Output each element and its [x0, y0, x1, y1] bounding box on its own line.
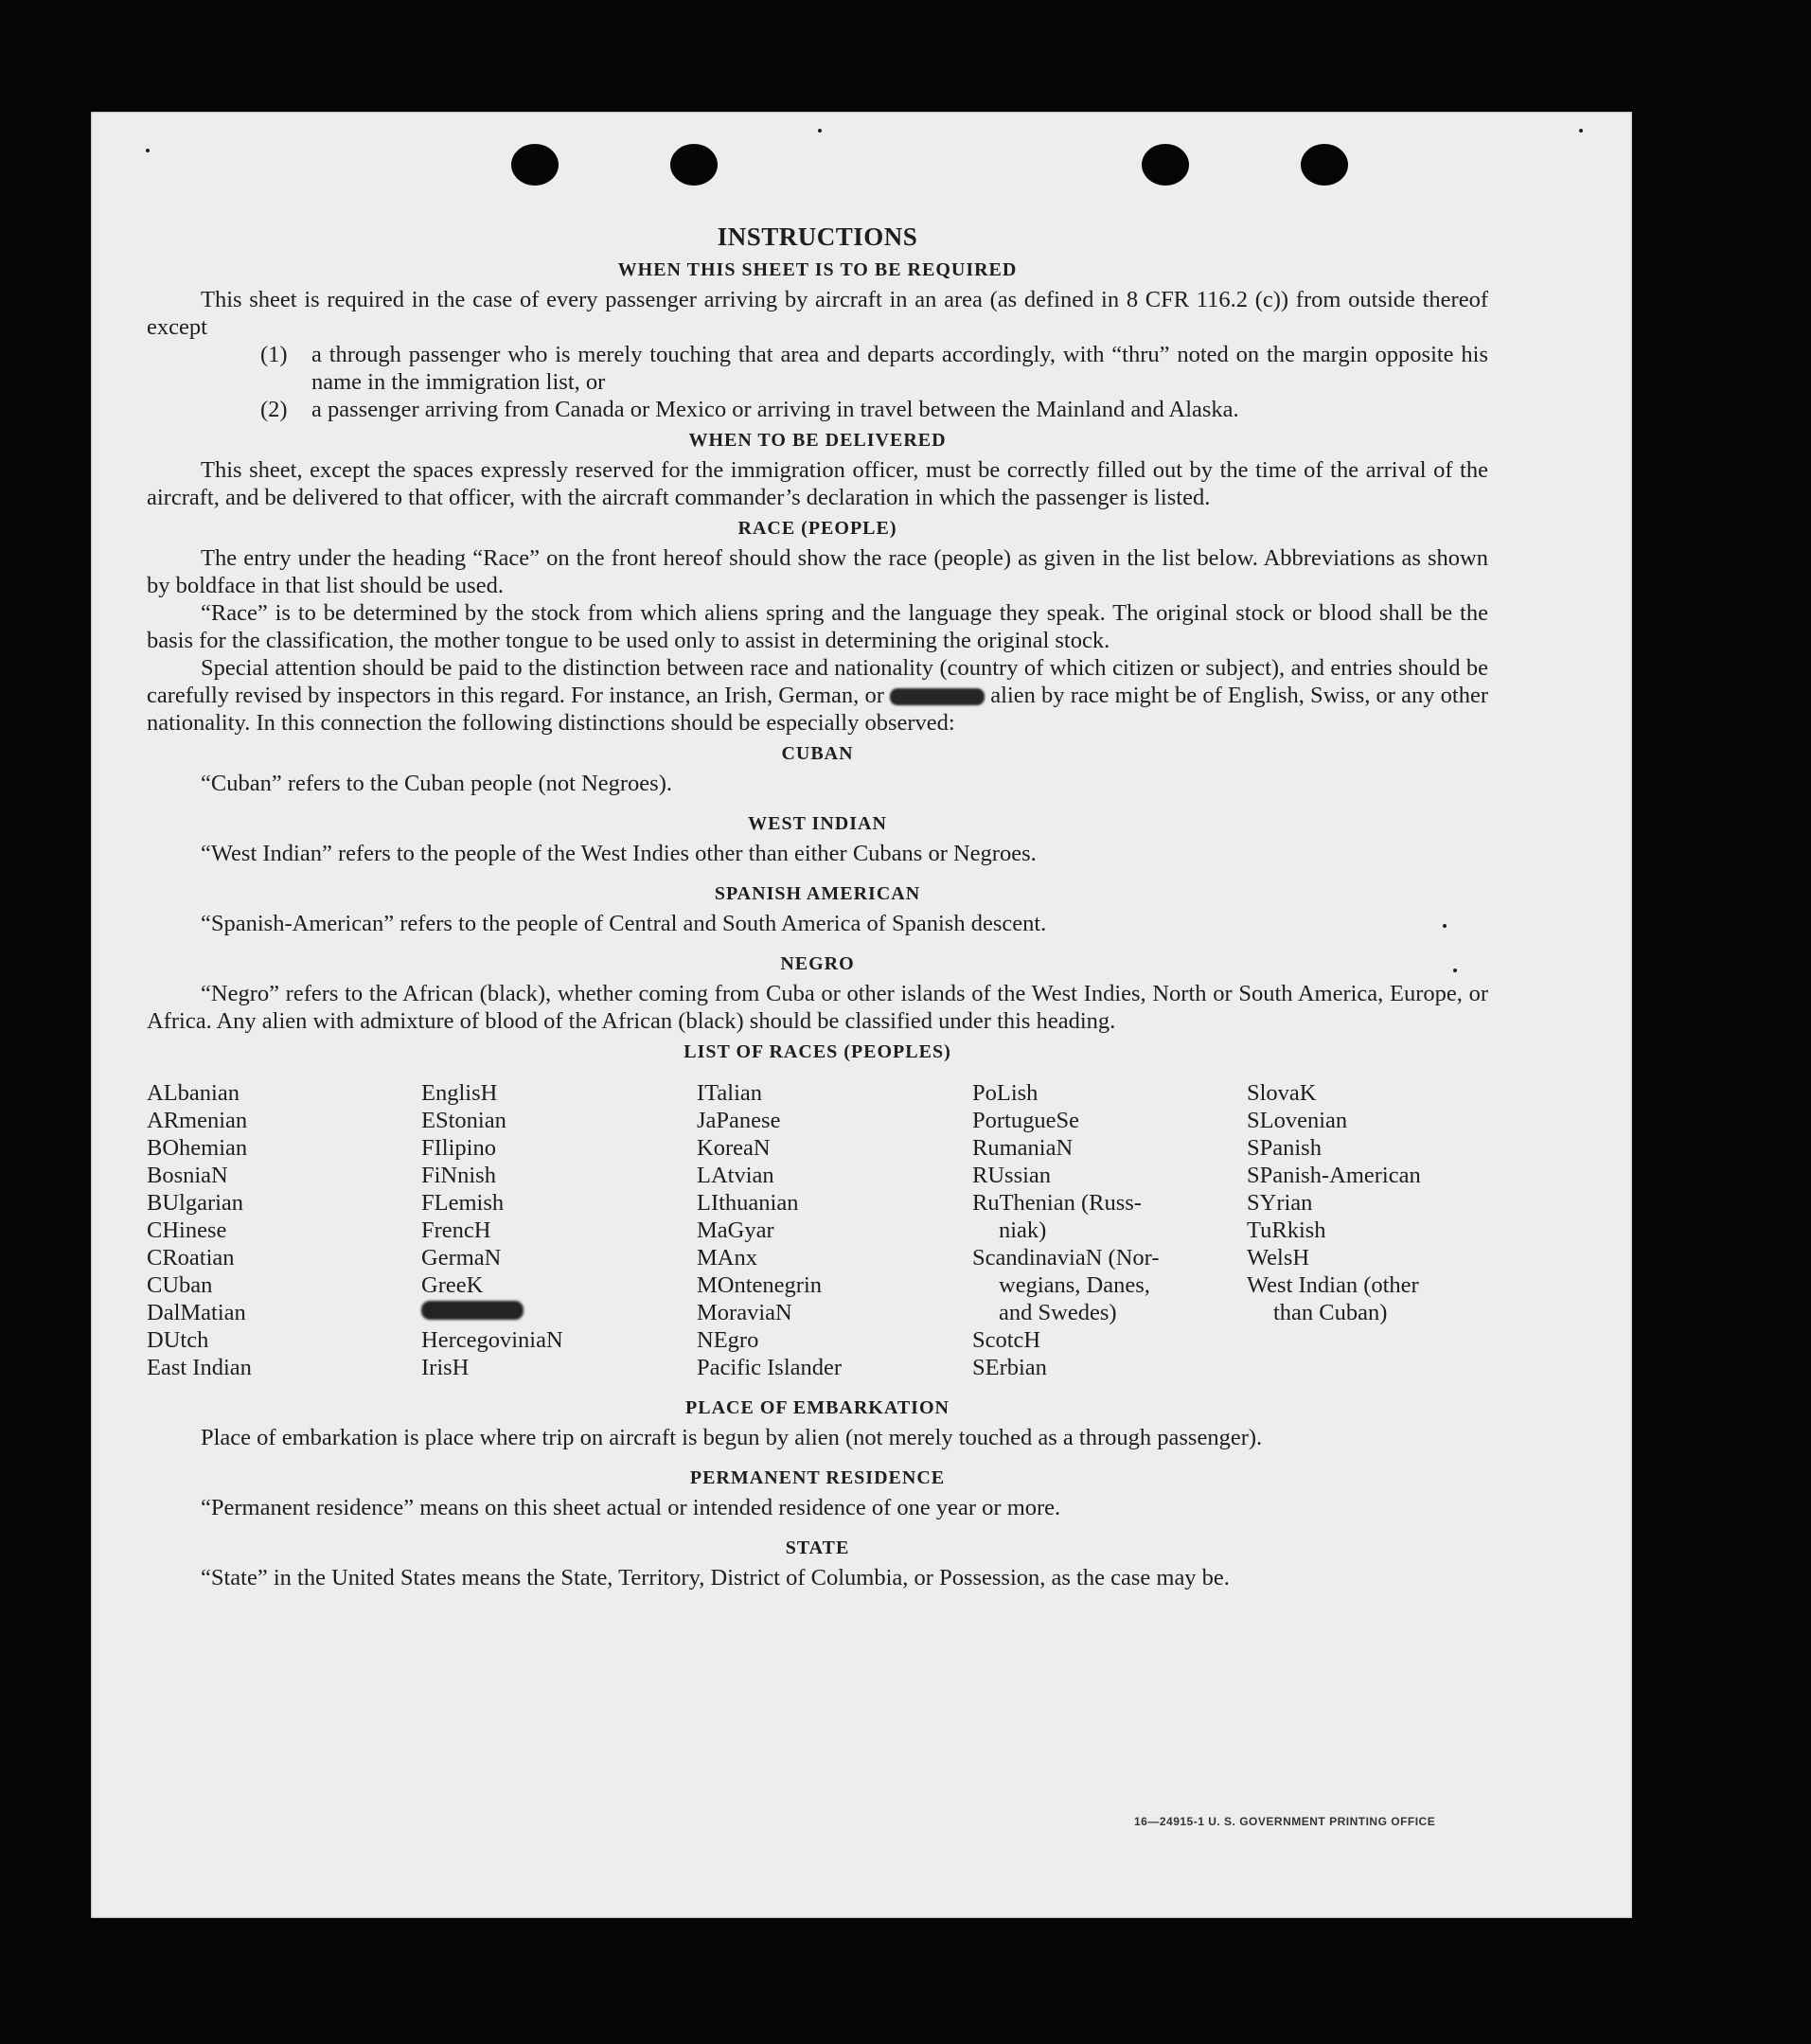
race-entry: ARmenian	[147, 1108, 248, 1133]
printer-imprint: 16—24915-1 U. S. GOVERNMENT PRINTING OFFICE	[1134, 1815, 1436, 1828]
paragraph: This sheet is required in the case of every passenger arriving by aircraft in an area (as defined in 8 CFR 116.2 (c)) from outside thereof except	[147, 287, 1488, 340]
race-entry: KoreaN	[697, 1135, 771, 1161]
race-entry: LAtvian	[697, 1163, 774, 1188]
item-number: (1)	[260, 342, 288, 367]
race-entry-continued: than Cuban)	[1273, 1300, 1388, 1325]
race-entry-redacted	[421, 1299, 697, 1326]
race-entry: GermaN	[421, 1245, 502, 1271]
race-entry: Pacific Islander	[697, 1355, 843, 1380]
section-heading: CUBAN	[781, 743, 854, 764]
paragraph: “Negro” refers to the African (black), whether coming from Cuba or other islands of the West Indies, North or South America, Europe, or Africa. Any alien with admixture of blood of the African (black) should be classified under this heading.	[147, 981, 1488, 1034]
section-heading: WHEN THIS SHEET IS TO BE REQUIRED	[617, 259, 1018, 280]
race-entry: GreeK	[421, 1272, 484, 1298]
section-heading: PERMANENT RESIDENCE	[689, 1467, 946, 1488]
race-entry: SPanish	[1247, 1135, 1322, 1161]
race-entry: CRoatian	[147, 1245, 235, 1271]
section-heading: SPANISH AMERICAN	[714, 883, 921, 904]
race-entry: EnglisH	[421, 1080, 498, 1106]
race-entry: ScandinaviaN (Nor-	[972, 1245, 1160, 1271]
item-text: a through passenger who is merely touching that area and departs accordingly, with “thru” noted on the margin opposite his name in the immigration list, or	[311, 342, 1488, 395]
list-item	[147, 341, 1488, 396]
section-heading: LIST OF RACES (PEOPLES)	[684, 1041, 951, 1062]
race-entry: MAnx	[697, 1245, 757, 1271]
race-entry: BOhemian	[147, 1135, 248, 1161]
item-number: (2)	[260, 397, 288, 422]
race-entry: CUban	[147, 1272, 213, 1298]
race-entry: ITalian	[697, 1080, 763, 1106]
page-title: INSTRUCTIONS	[717, 222, 918, 251]
paragraph: “West Indian” refers to the people of the West Indies other than either Cubans or Negroes.	[201, 841, 1037, 866]
paragraph: “Race” is to be determined by the stock from which aliens spring and the language they speak. The original stock or blood shall be the basis for the classification, the mother tongue to be used only to assist in determining the original stock.	[147, 600, 1488, 653]
race-column	[147, 1079, 421, 1381]
race-column	[1247, 1079, 1488, 1381]
section-heading: WHEN TO BE DELIVERED	[688, 430, 947, 451]
race-list	[147, 1079, 1488, 1381]
paragraph: This sheet, except the spaces expressly reserved for the immigration officer, must be correctly filled out by the time of the arrival of the aircraft, and be delivered to that officer, with the aircraft commander’s declaration in which the passenger is listed.	[147, 457, 1488, 510]
race-entry: DUtch	[147, 1327, 209, 1353]
race-entry: FrencH	[421, 1218, 491, 1243]
race-entry: BUlgarian	[147, 1190, 244, 1216]
race-entry-continued: niak)	[999, 1218, 1047, 1243]
race-entry: PoLish	[972, 1080, 1039, 1106]
paragraph	[147, 654, 1488, 737]
item-text: a passenger arriving from Canada or Mexico or arriving in travel between the Mainland and Alaska.	[311, 397, 1239, 422]
race-entry: West Indian (other	[1247, 1272, 1419, 1298]
section-heading: PLACE OF EMBARKATION	[685, 1397, 950, 1418]
instructions-body	[147, 223, 1488, 1591]
race-entry: JaPanese	[697, 1108, 781, 1133]
list-item	[147, 396, 1488, 423]
race-entry: RUssian	[972, 1163, 1052, 1188]
section-heading: RACE (PEOPLE)	[737, 518, 897, 539]
ink-speck	[1579, 129, 1583, 133]
race-entry: FLemish	[421, 1190, 505, 1216]
race-entry: MaGyar	[697, 1218, 774, 1243]
race-entry: MoraviaN	[697, 1300, 792, 1325]
race-entry: MOntenegrin	[697, 1272, 822, 1298]
race-entry: East Indian	[147, 1355, 252, 1380]
paragraph: “Cuban” refers to the Cuban people (not Negroes).	[201, 771, 672, 796]
race-entry-continued: and Swedes)	[999, 1300, 1117, 1325]
race-entry: ScotcH	[972, 1327, 1041, 1353]
race-entry: LIthuanian	[697, 1190, 799, 1216]
punch-hole	[670, 144, 718, 186]
race-entry: NEgro	[697, 1327, 759, 1353]
race-entry: PortugueSe	[972, 1108, 1079, 1133]
paragraph: Place of embarkation is place where trip on aircraft is begun by alien (not merely touched as a through passenger).	[201, 1425, 1263, 1450]
race-entry: DalMatian	[147, 1300, 246, 1325]
punch-hole	[1142, 144, 1189, 186]
paragraph-part: alien by race might be of English, Swiss, or any other nationality. In this connection the following distinctions should be especially observed:	[147, 683, 1489, 736]
race-entry: SErbian	[972, 1355, 1047, 1380]
race-column	[972, 1079, 1247, 1381]
race-entry: WelsH	[1247, 1245, 1310, 1271]
paragraph: “Spanish-American” refers to the people of Central and South America of Spanish descent.	[201, 911, 1047, 936]
section-heading: NEGRO	[780, 953, 855, 974]
section-heading: WEST INDIAN	[748, 813, 887, 834]
punch-hole	[511, 144, 559, 186]
race-entry: FIlipino	[421, 1135, 496, 1161]
race-entry: ALbanian	[147, 1080, 240, 1106]
race-entry: IrisH	[421, 1355, 470, 1380]
race-entry: RumaniaN	[972, 1135, 1074, 1161]
race-column	[697, 1079, 972, 1381]
redaction-mark	[890, 688, 985, 705]
redaction-mark	[421, 1301, 524, 1320]
race-entry: BosniaN	[147, 1163, 228, 1188]
race-entry: CHinese	[147, 1218, 227, 1243]
paragraph: “Permanent residence” means on this sheet actual or intended residence of one year or more.	[201, 1495, 1061, 1520]
race-entry: EStonian	[421, 1108, 506, 1133]
race-entry: FiNnish	[421, 1163, 496, 1188]
race-entry: SYrian	[1247, 1190, 1313, 1216]
race-entry-continued: wegians, Danes,	[999, 1272, 1150, 1298]
punch-hole	[1301, 144, 1348, 186]
race-entry: TuRkish	[1247, 1218, 1326, 1243]
race-entry: RuThenian (Russ-	[972, 1190, 1142, 1216]
paragraph: The entry under the heading “Race” on the front hereof should show the race (people) as given in the list below. Abbreviations as shown by boldface in that list should be used.	[147, 545, 1488, 598]
race-entry: SPanish-American	[1247, 1163, 1421, 1188]
race-entry: SLovenian	[1247, 1108, 1348, 1133]
ink-speck	[146, 149, 150, 152]
section-heading: STATE	[785, 1537, 850, 1558]
race-entry: HercegoviniaN	[421, 1327, 563, 1353]
ink-speck	[818, 129, 822, 133]
paragraph-part: Special attention should be paid to the distinction between race and nationality (country of which citizen or subject), and entries should be carefully revised by inspectors in this regard. For instance, an Irish, German, or	[147, 655, 1488, 708]
paragraph: “State” in the United States means the State, Territory, District of Columbia, or Possession, as the case may be.	[201, 1565, 1230, 1591]
race-column	[421, 1079, 697, 1381]
race-entry: SlovaK	[1247, 1080, 1317, 1106]
